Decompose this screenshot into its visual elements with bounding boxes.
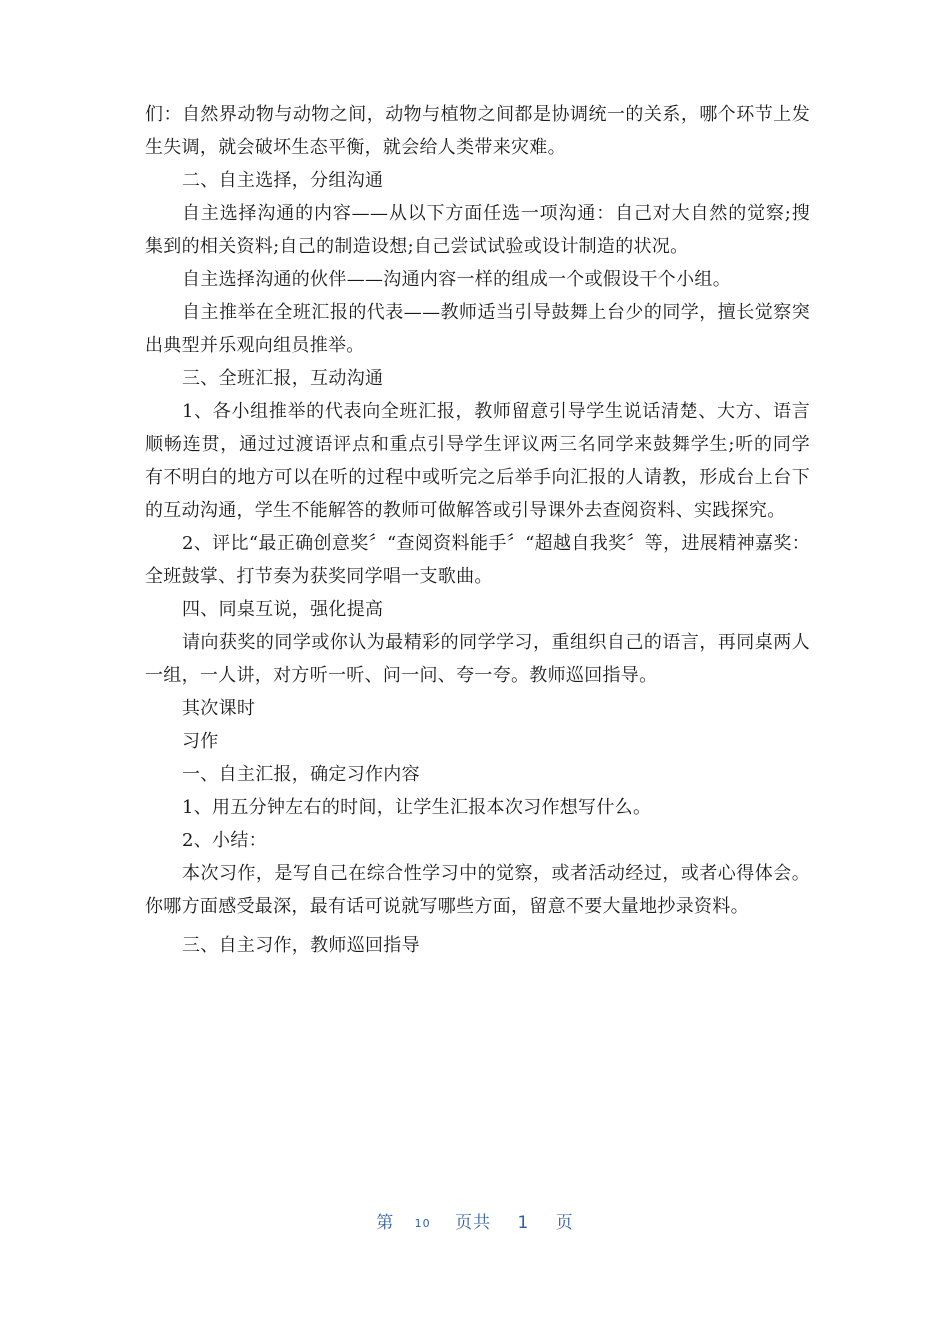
section-heading-2: 二、自主选择，分组沟通 bbox=[182, 170, 384, 191]
footer-middle: 页共 bbox=[455, 1213, 492, 1233]
footer-current-page: 10 bbox=[414, 1216, 431, 1230]
paragraph: 2、小结： bbox=[182, 830, 267, 851]
footer-total-pages: 1 bbox=[517, 1213, 530, 1233]
footer-prefix: 第 bbox=[376, 1213, 395, 1233]
paragraph: 1、用五分钟左右的时间，让学生汇报本次习作想写什么。 bbox=[182, 797, 652, 818]
paragraph: 自主选择沟通的内容——从以下方面任选一项沟通：自己对大自然的觉察;搜集到的相关资料;自己的制造设想;自己尝试试验或设计制造的状况。 bbox=[145, 203, 810, 257]
paragraph: 本次习作，是写自己在综合性学习中的觉察，或者活动经过，或者心得体会。你哪方面感受最深，最有话可说就写哪些方面，留意不要大量地抄录资料。 bbox=[145, 863, 810, 917]
subject-heading: 习作 bbox=[182, 731, 219, 752]
section-heading-4: 四、同桌互说，强化提高 bbox=[182, 599, 384, 620]
paragraph: 请向获奖的同学或你认为最精彩的同学学习，重组织自己的语言，再同桌两人一组，一人讲，对方听一听、问一问、夸一夸。教师巡回指导。 bbox=[145, 632, 810, 686]
paragraph: 自主选择沟通的伙伴——沟通内容一样的组成一个或假设干个小组。 bbox=[182, 269, 731, 290]
paragraph: 1、各小组推举的代表向全班汇报，教师留意引导学生说话清楚、大方、语言顺畅连贯，通过过渡语评点和重点引导学生评议两三名同学来鼓舞学生;听的同学有不明白的地方可以在听的过程中或听完之后举手向汇报的人请教，形成台上台下的互动沟通，学生不能解答的教师可做解答或引导课外去查阅资料、实践探究。 bbox=[145, 401, 810, 521]
paragraph-continuation: 们：自然界动物与动物之间，动物与植物之间都是协调统一的关系，哪个环节上发生失调，就会破坏生态平衡，就会给人类带来灾难。 bbox=[145, 104, 810, 158]
lesson-heading: 其次课时 bbox=[182, 698, 256, 719]
paragraph: 自主推举在全班汇报的代表——教师适当引导鼓舞上台少的同学，擅长觉察突出典型并乐观向组员推举。 bbox=[145, 302, 810, 356]
page-footer bbox=[0, 1208, 950, 1233]
footer-suffix: 页 bbox=[555, 1213, 574, 1233]
section-heading-3: 三、全班汇报，互动沟通 bbox=[182, 368, 384, 389]
section-heading-3b: 三、自主习作，教师巡回指导 bbox=[182, 935, 420, 956]
document-body bbox=[145, 98, 810, 962]
section-heading-1: 一、自主汇报，确定习作内容 bbox=[182, 764, 420, 785]
paragraph: 2、评比“最正确创意奖〞“查阅资料能手〞“超越自我奖〞等，进展精神嘉奖：全班鼓掌、打节奏为获奖同学唱一支歌曲。 bbox=[145, 533, 810, 587]
